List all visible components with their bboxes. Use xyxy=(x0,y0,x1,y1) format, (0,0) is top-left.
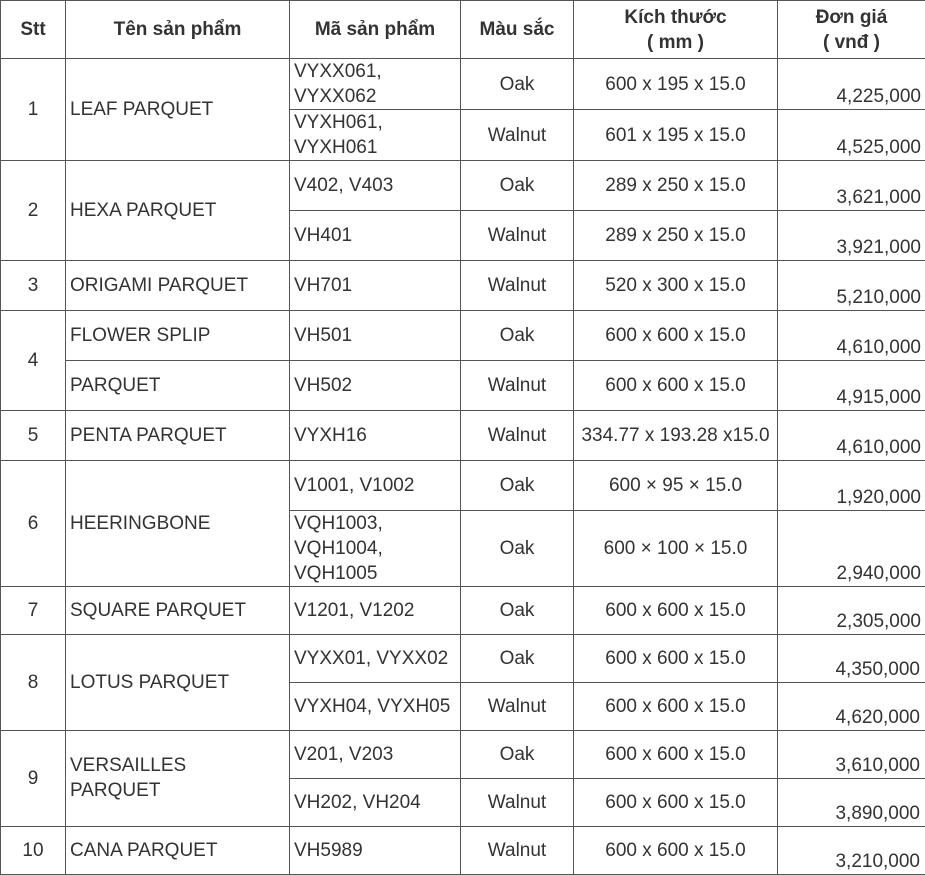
price-cell: 3,210,000 xyxy=(778,827,925,875)
product-code-line: VYXX062 xyxy=(294,84,456,109)
product-code-cell: V402, V403 xyxy=(290,161,461,211)
table-row xyxy=(1,731,925,779)
price-cell: 3,621,000 xyxy=(778,161,925,211)
price-cell: 3,610,000 xyxy=(778,731,925,779)
product-name-cell: FLOWER SPLIP xyxy=(66,311,290,361)
product-code-cell: VYXX01, VYXX02 xyxy=(290,635,461,683)
color-cell: Walnut xyxy=(461,110,574,161)
price-cell: 4,350,000 xyxy=(778,635,925,683)
color-cell: Oak xyxy=(461,731,574,779)
product-name-cell: SQUARE PARQUET xyxy=(66,587,290,635)
product-code-cell: V201, V203 xyxy=(290,731,461,779)
size-cell: 600 × 95 × 15.0 xyxy=(574,461,778,511)
product-name-cell: ORIGAMI PARQUET xyxy=(66,261,290,311)
table-row xyxy=(1,461,925,511)
header-price-unit: ( vnđ ) xyxy=(782,30,921,55)
size-cell: 601 x 195 x 15.0 xyxy=(574,110,778,161)
size-cell: 289 x 250 x 15.0 xyxy=(574,161,778,211)
product-code-line: VYXH061 xyxy=(294,135,456,160)
product-name-cell: CANA PARQUET xyxy=(66,827,290,875)
price-cell: 2,305,000 xyxy=(778,587,925,635)
product-code-line: VQH1003, xyxy=(294,511,456,536)
product-name-cell: LOTUS PARQUET xyxy=(66,635,290,731)
product-code-cell: VH501 xyxy=(290,311,461,361)
product-code-cell: VYXH04, VYXH05 xyxy=(290,683,461,731)
header-product-name: Tên sản phẩm xyxy=(66,1,290,59)
header-size-label: Kích thước xyxy=(578,5,773,30)
product-name-cell: LEAF PARQUET xyxy=(66,59,290,161)
size-cell: 600 x 600 x 15.0 xyxy=(574,587,778,635)
size-cell: 600 x 195 x 15.0 xyxy=(574,59,778,110)
product-code-cell xyxy=(290,511,461,587)
price-cell: 4,225,000 xyxy=(778,59,925,110)
color-cell: Oak xyxy=(461,59,574,110)
header-price-label: Đơn giá xyxy=(782,5,921,30)
product-code-line: VQH1005 xyxy=(294,561,456,586)
product-code-line: VYXX061, xyxy=(294,59,456,84)
product-code-cell: VH701 xyxy=(290,261,461,311)
size-cell: 600 x 600 x 15.0 xyxy=(574,731,778,779)
table-row xyxy=(1,311,925,361)
product-name-line: VERSAILLES xyxy=(70,753,285,778)
table-row xyxy=(1,827,925,875)
stt-cell: 3 xyxy=(1,261,66,311)
product-code-cell: VH202, VH204 xyxy=(290,779,461,827)
color-cell: Walnut xyxy=(461,779,574,827)
table-row xyxy=(1,161,925,211)
color-cell: Oak xyxy=(461,461,574,511)
stt-cell: 10 xyxy=(1,827,66,875)
product-name-cell: HEERINGBONE xyxy=(66,461,290,587)
product-code-cell: VH401 xyxy=(290,211,461,261)
size-cell: 600 x 600 x 15.0 xyxy=(574,779,778,827)
product-name-cell: HEXA PARQUET xyxy=(66,161,290,261)
header-price xyxy=(778,1,925,59)
size-cell: 600 x 600 x 15.0 xyxy=(574,683,778,731)
product-code-cell: VH502 xyxy=(290,361,461,411)
product-name-cell: PARQUET xyxy=(66,361,290,411)
header-stt: Stt xyxy=(1,1,66,59)
color-cell: Walnut xyxy=(461,361,574,411)
size-cell: 600 x 600 x 15.0 xyxy=(574,635,778,683)
price-cell: 4,915,000 xyxy=(778,361,925,411)
product-name-line: PARQUET xyxy=(70,778,285,803)
product-code-cell: V1001, V1002 xyxy=(290,461,461,511)
stt-cell: 6 xyxy=(1,461,66,587)
stt-cell: 2 xyxy=(1,161,66,261)
product-name-cell xyxy=(66,731,290,827)
color-cell: Oak xyxy=(461,161,574,211)
stt-cell: 9 xyxy=(1,731,66,827)
price-cell: 4,525,000 xyxy=(778,110,925,161)
table-row xyxy=(1,635,925,683)
price-cell: 3,890,000 xyxy=(778,779,925,827)
color-cell: Walnut xyxy=(461,261,574,311)
product-code-cell: VYXH16 xyxy=(290,411,461,461)
header-color: Màu sắc xyxy=(461,1,574,59)
color-cell: Walnut xyxy=(461,411,574,461)
price-cell: 1,920,000 xyxy=(778,461,925,511)
size-cell: 289 x 250 x 15.0 xyxy=(574,211,778,261)
product-code-line: VYXH061, xyxy=(294,110,456,135)
color-cell: Oak xyxy=(461,587,574,635)
price-cell: 4,610,000 xyxy=(778,311,925,361)
size-cell: 520 x 300 x 15.0 xyxy=(574,261,778,311)
color-cell: Walnut xyxy=(461,211,574,261)
table-row xyxy=(1,411,925,461)
product-name-cell: PENTA PARQUET xyxy=(66,411,290,461)
header-size xyxy=(574,1,778,59)
size-cell: 600 x 600 x 15.0 xyxy=(574,827,778,875)
price-cell: 4,610,000 xyxy=(778,411,925,461)
header-row xyxy=(1,1,925,59)
product-code-cell: VH5989 xyxy=(290,827,461,875)
price-cell: 2,940,000 xyxy=(778,511,925,587)
price-cell: 5,210,000 xyxy=(778,261,925,311)
size-cell: 600 x 600 x 15.0 xyxy=(574,311,778,361)
stt-cell: 1 xyxy=(1,59,66,161)
color-cell: Oak xyxy=(461,511,574,587)
product-code-cell xyxy=(290,110,461,161)
product-code-line: VQH1004, xyxy=(294,536,456,561)
price-cell: 4,620,000 xyxy=(778,683,925,731)
table-row xyxy=(1,261,925,311)
stt-cell: 8 xyxy=(1,635,66,731)
color-cell: Walnut xyxy=(461,827,574,875)
header-product-code: Mã sản phẩm xyxy=(290,1,461,59)
stt-cell: 7 xyxy=(1,587,66,635)
color-cell: Oak xyxy=(461,311,574,361)
size-cell: 600 x 600 x 15.0 xyxy=(574,361,778,411)
product-code-cell xyxy=(290,59,461,110)
header-size-unit: ( mm ) xyxy=(578,30,773,55)
color-cell: Walnut xyxy=(461,683,574,731)
color-cell: Oak xyxy=(461,635,574,683)
stt-cell: 5 xyxy=(1,411,66,461)
table-row xyxy=(1,361,925,411)
product-code-cell: V1201, V1202 xyxy=(290,587,461,635)
price-cell: 3,921,000 xyxy=(778,211,925,261)
size-cell: 600 × 100 × 15.0 xyxy=(574,511,778,587)
size-cell: 334.77 x 193.28 x15.0 xyxy=(574,411,778,461)
stt-cell: 4 xyxy=(1,311,66,411)
table-row xyxy=(1,59,925,110)
table-row xyxy=(1,587,925,635)
